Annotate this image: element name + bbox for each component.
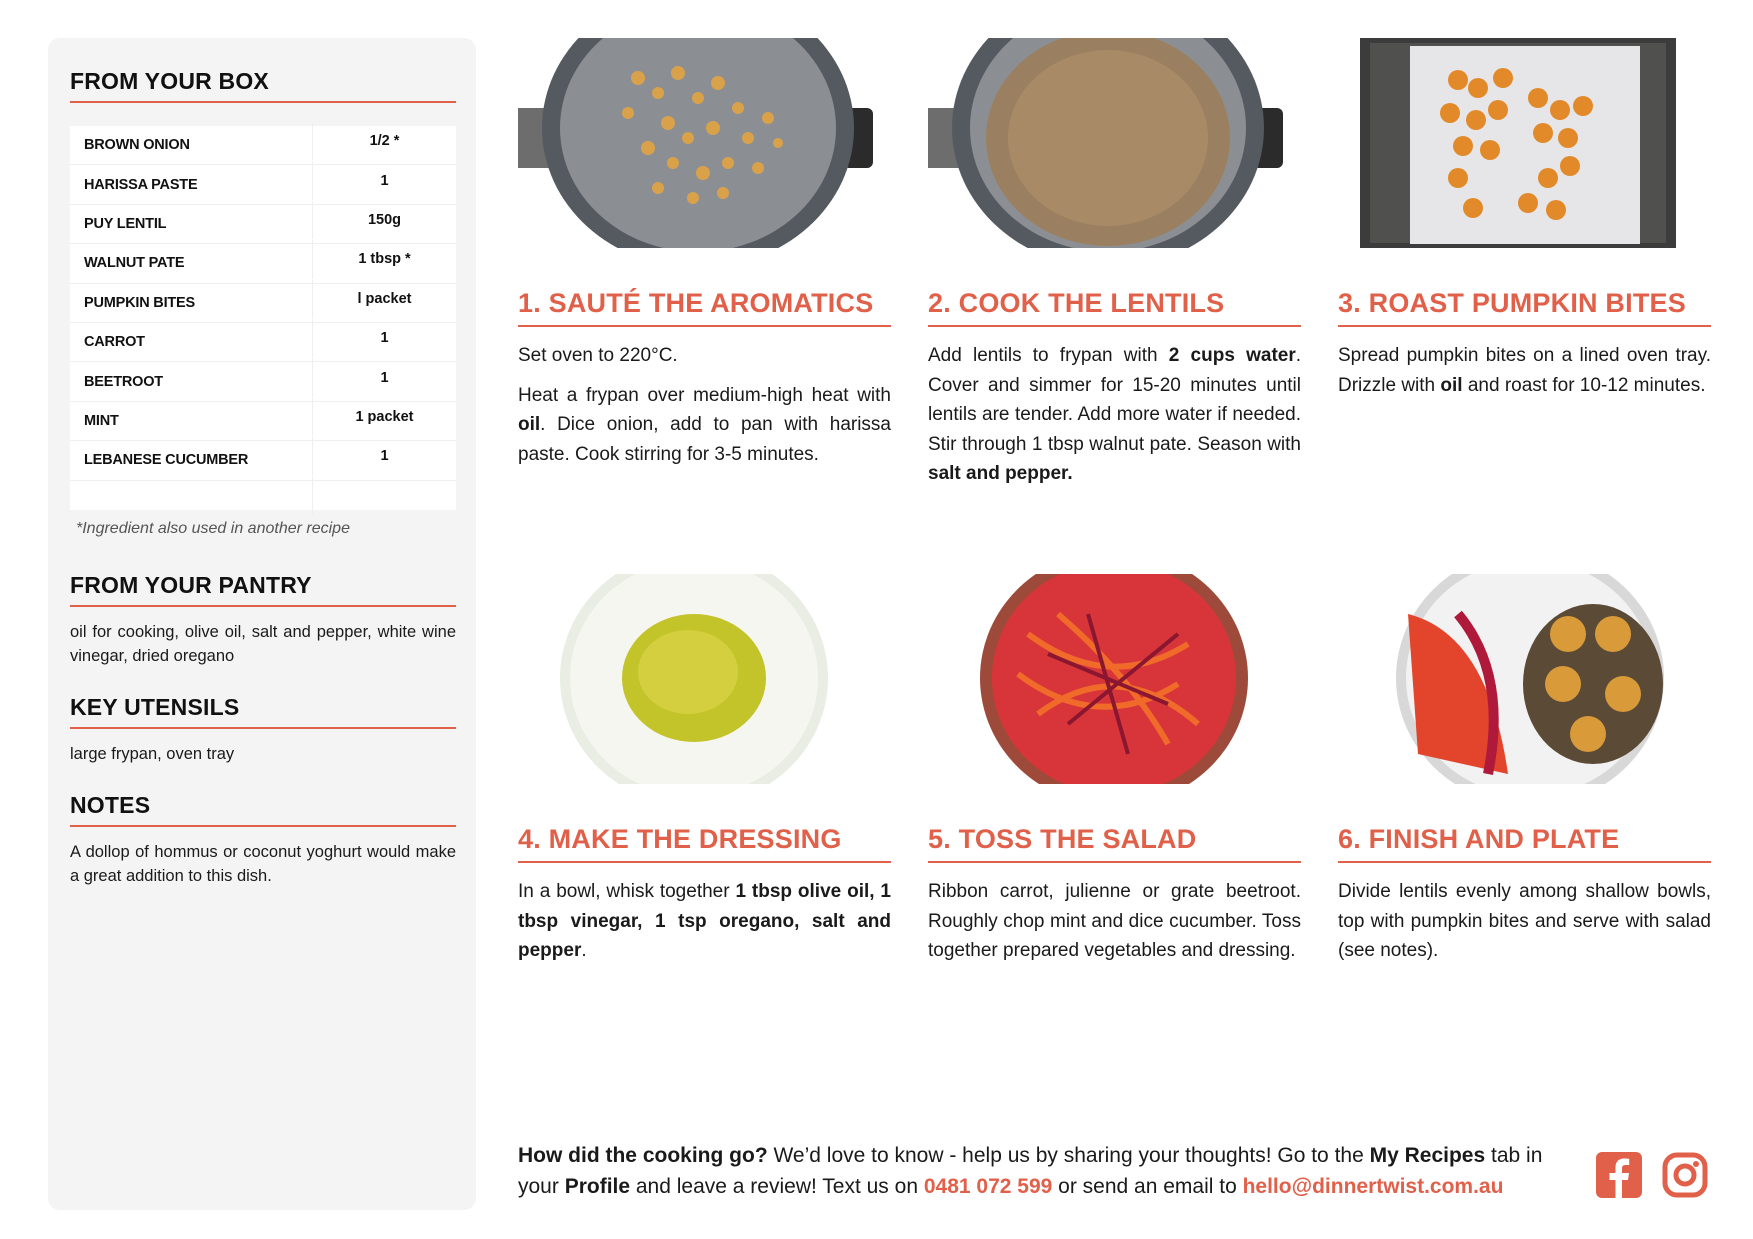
step-2-photo: [928, 38, 1288, 248]
pantry-text: oil for cooking, olive oil, salt and pepper, white wine vinegar, dried oregano: [70, 623, 456, 665]
step-1-photo: [518, 38, 878, 248]
ingredient-qty: 1 tbsp *: [312, 240, 456, 278]
ingredient-qty: 1: [312, 358, 456, 396]
ingredient-name: BEETROOT: [84, 373, 163, 390]
ingredient-qty: 1: [312, 161, 456, 199]
step-5-text: Ribbon carrot, julienne or grate beetroot. Roughly chop mint and dice cucumber. Toss together prepared vegetables and dressing.: [928, 881, 1301, 961]
step-2: [928, 38, 1301, 499]
step-6-photo: [1338, 574, 1698, 784]
ingredient-qty: 1: [312, 437, 456, 475]
ingredients-table: [70, 126, 456, 510]
step-4-title: 4. MAKE THE DRESSING: [518, 824, 891, 863]
step-6: [1338, 574, 1711, 976]
notes-heading: NOTES: [70, 792, 456, 827]
step-5: [928, 574, 1301, 976]
ingredient-name: PUY LENTIL: [84, 215, 167, 232]
step-5-title: 5. TOSS THE SALAD: [928, 824, 1301, 863]
ingredient-row: [70, 165, 456, 204]
step-4-text: In a bowl, whisk together 1 tbsp olive oil, 1 tbsp vinegar, 1 tsp oregano, salt and pepper.: [518, 881, 891, 961]
ingredients-sidebar: [48, 38, 476, 1210]
step-1-para-2: Heat a frypan over medium-high heat with oil. Dice onion, add to pan with harissa paste. Cook stirring for 3-5 minutes.: [518, 384, 891, 465]
step-3: [1338, 38, 1711, 410]
ingredient-row: [70, 402, 456, 441]
pantry-heading: FROM YOUR PANTRY: [70, 572, 456, 607]
step-1-para-1: Set oven to 220°C.: [518, 345, 678, 366]
step-4: [518, 574, 891, 976]
step-5-photo: [928, 574, 1288, 784]
facebook-icon[interactable]: [1596, 1152, 1642, 1198]
step-4-photo: [518, 574, 878, 784]
ingredient-name: BROWN ONION: [84, 137, 190, 154]
ingredient-qty: 1/2 *: [312, 122, 456, 160]
ingredient-name: MINT: [84, 412, 119, 429]
ingredient-row: [70, 441, 456, 480]
ingredient-row: [70, 126, 456, 165]
ingredient-row: [70, 244, 456, 283]
ingredient-name: LEBANESE CUCUMBER: [84, 452, 249, 469]
step-6-title: 6. FINISH AND PLATE: [1338, 824, 1711, 863]
ingredient-qty: 1: [312, 319, 456, 357]
ingredient-row: [70, 362, 456, 401]
step-2-title: 2. COOK THE LENTILS: [928, 288, 1301, 327]
ingredient-row: [70, 205, 456, 244]
step-1-text: [518, 341, 891, 469]
ingredient-qty: 1 packet: [312, 398, 456, 436]
ingredient-name: CARROT: [84, 334, 145, 351]
my-recipes-label: My Recipes: [1369, 1144, 1486, 1167]
utensils-heading: KEY UTENSILS: [70, 694, 456, 729]
notes-text: A dollop of hommus or coconut yoghurt would make a great addition to this dish.: [70, 843, 456, 885]
ingredient-name: WALNUT PATE: [84, 255, 185, 272]
box-heading: FROM YOUR BOX: [70, 68, 456, 103]
ingredient-row: [70, 323, 456, 362]
phone-link[interactable]: 0481 072 599: [923, 1175, 1053, 1198]
ingredient-footnote: *Ingredient also used in another recipe: [76, 520, 350, 537]
step-1: [518, 38, 891, 479]
ingredient-name: HARISSA PASTE: [84, 176, 198, 193]
ingredient-qty: l packet: [312, 280, 456, 318]
step-1-title: 1. SAUTÉ THE AROMATICS: [518, 288, 891, 327]
instagram-icon[interactable]: [1662, 1152, 1708, 1198]
step-3-photo: [1338, 38, 1698, 248]
step-6-text: Divide lentils evenly among shallow bowls, top with pumpkin bites and serve with salad (see notes).: [1338, 881, 1711, 961]
ingredient-name: PUMPKIN BITES: [84, 294, 195, 311]
step-3-title: 3. ROAST PUMPKIN BITES: [1338, 288, 1711, 327]
ingredient-row: [70, 284, 456, 323]
step-3-text: Spread pumpkin bites on a lined oven tray. Drizzle with oil and roast for 10-12 minutes.: [1338, 345, 1711, 396]
ingredient-qty: 150g: [312, 201, 456, 239]
ingredient-row-empty: [70, 481, 456, 519]
utensils-text: large frypan, oven tray: [70, 745, 235, 763]
feedback-text: How did the cooking go? We’d love to know - help us by sharing your thoughts! Go to the My Recipes tab in your Profile and leave a review! Text us on 0481 072 599 or send an email to hello@dinnertwist.com.au: [518, 1144, 1543, 1198]
email-link[interactable]: hello@dinnertwist.com.au: [1242, 1175, 1504, 1198]
profile-label: Profile: [564, 1175, 631, 1198]
step-2-text: Add lentils to frypan with 2 cups water. Cover and simmer for 15-20 minutes until lentils are tender. Add more water if needed. Stir through 1 tbsp walnut pate. Season with salt and pepper.: [928, 345, 1302, 484]
